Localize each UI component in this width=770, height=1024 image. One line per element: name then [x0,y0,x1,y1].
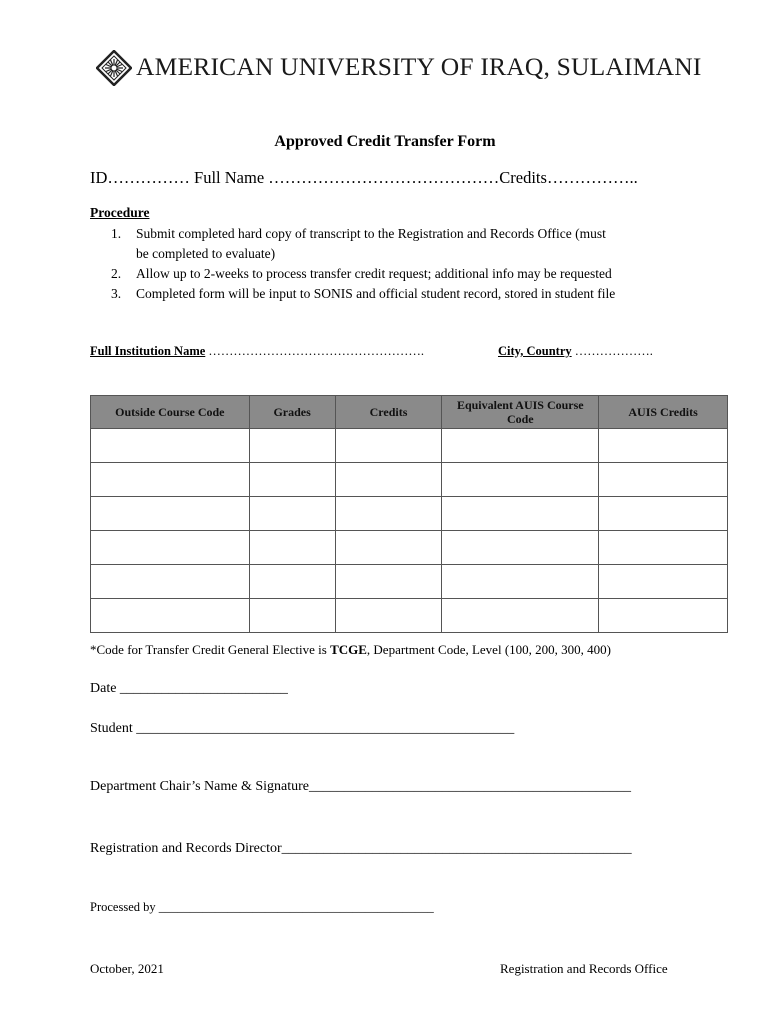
table-cell[interactable] [335,463,442,497]
header-outside-course-code: Outside Course Code [91,396,250,429]
institution-dots: ……………………………………………. [205,344,425,358]
note-code-bold: TCGE [330,642,367,657]
table-cell[interactable] [249,599,335,633]
table-row [91,463,728,497]
course-transfer-table [90,395,728,633]
student-field[interactable]: Student ______________________________________________________ [90,721,515,736]
institution-label: Full Institution Name [90,344,206,358]
table-cell[interactable] [599,565,728,599]
procedure-heading: Procedure [90,205,150,220]
step-number: 1. [111,226,122,241]
table-cell[interactable] [91,429,250,463]
note-suffix: , Department Code, Level (100, 200, 300, 400) [366,642,611,657]
university-logo-icon [96,50,132,86]
table-row [91,429,728,463]
step-number: 2. [111,266,122,281]
table-cell[interactable] [335,531,442,565]
table-cell[interactable] [599,599,728,633]
step-text: Submit completed hard copy of transcript to the Registration and Records Office (must [136,226,606,241]
table-cell[interactable] [442,531,599,565]
table-row [91,531,728,565]
transfer-code-note [90,642,611,658]
table-row [91,599,728,633]
table-header-row [91,396,728,429]
table-cell[interactable] [249,463,335,497]
header-grades: Grades [249,396,335,429]
table-cell[interactable] [91,599,250,633]
table-cell[interactable] [442,497,599,531]
table-cell[interactable] [599,429,728,463]
registration-director-field[interactable]: Registration and Records Director__________________________________________________ [90,841,632,856]
header-auis-credits: AUIS Credits [599,396,728,429]
table-cell[interactable] [91,497,250,531]
header-credits: Credits [335,396,442,429]
university-name: AMERICAN UNIVERSITY OF IRAQ, SULAIMANI [136,52,702,81]
table-cell[interactable] [91,565,250,599]
footer-office: Registration and Records Office [500,961,668,976]
procedure-step-2 [111,266,612,282]
table-cell[interactable] [599,531,728,565]
header-equivalent-auis-course-code: Equivalent AUIS Course Code [442,396,599,429]
table-cell[interactable] [249,531,335,565]
date-field[interactable]: Date ________________________ [90,681,288,696]
footer-date: October, 2021 [90,961,164,976]
step-text: Completed form will be input to SONIS and official student record, stored in student file [136,286,616,301]
note-prefix: *Code for Transfer Credit General Elective is [90,642,331,657]
step-text: Allow up to 2-weeks to process transfer credit request; additional info may be requested [136,266,612,281]
table-cell[interactable] [442,463,599,497]
table-cell[interactable] [335,497,442,531]
table-cell[interactable] [249,565,335,599]
form-title: Approved Credit Transfer Form [274,133,496,150]
city-country-field[interactable] [498,344,653,359]
table-cell[interactable] [442,429,599,463]
table-cell[interactable] [335,429,442,463]
department-chair-signature-field[interactable]: Department Chair’s Name & Signature______________________________________________ [90,779,632,794]
processed-by-field[interactable]: Processed by ____________________________________________ [90,900,434,914]
procedure-step-3 [111,286,615,302]
table-row [91,497,728,531]
procedure-step-1-continued: be completed to evaluate) [136,246,276,261]
table-cell[interactable] [599,463,728,497]
table-cell[interactable] [335,565,442,599]
table-cell[interactable] [599,497,728,531]
table-cell[interactable] [91,531,250,565]
table-cell[interactable] [249,497,335,531]
table-cell[interactable] [91,463,250,497]
table-row [91,565,728,599]
step-number: 3. [111,286,122,301]
table-cell[interactable] [442,565,599,599]
institution-name-field[interactable] [90,344,424,359]
table-cell[interactable] [335,599,442,633]
procedure-step-1 [111,226,606,242]
table-cell[interactable] [249,429,335,463]
city-country-label: City, Country [498,344,572,358]
table-cell[interactable] [442,599,599,633]
id-name-credits-line[interactable]: ID…………… Full Name ……………………………………Credits…………….. [90,168,638,187]
city-country-dots: ………………. [571,344,653,358]
